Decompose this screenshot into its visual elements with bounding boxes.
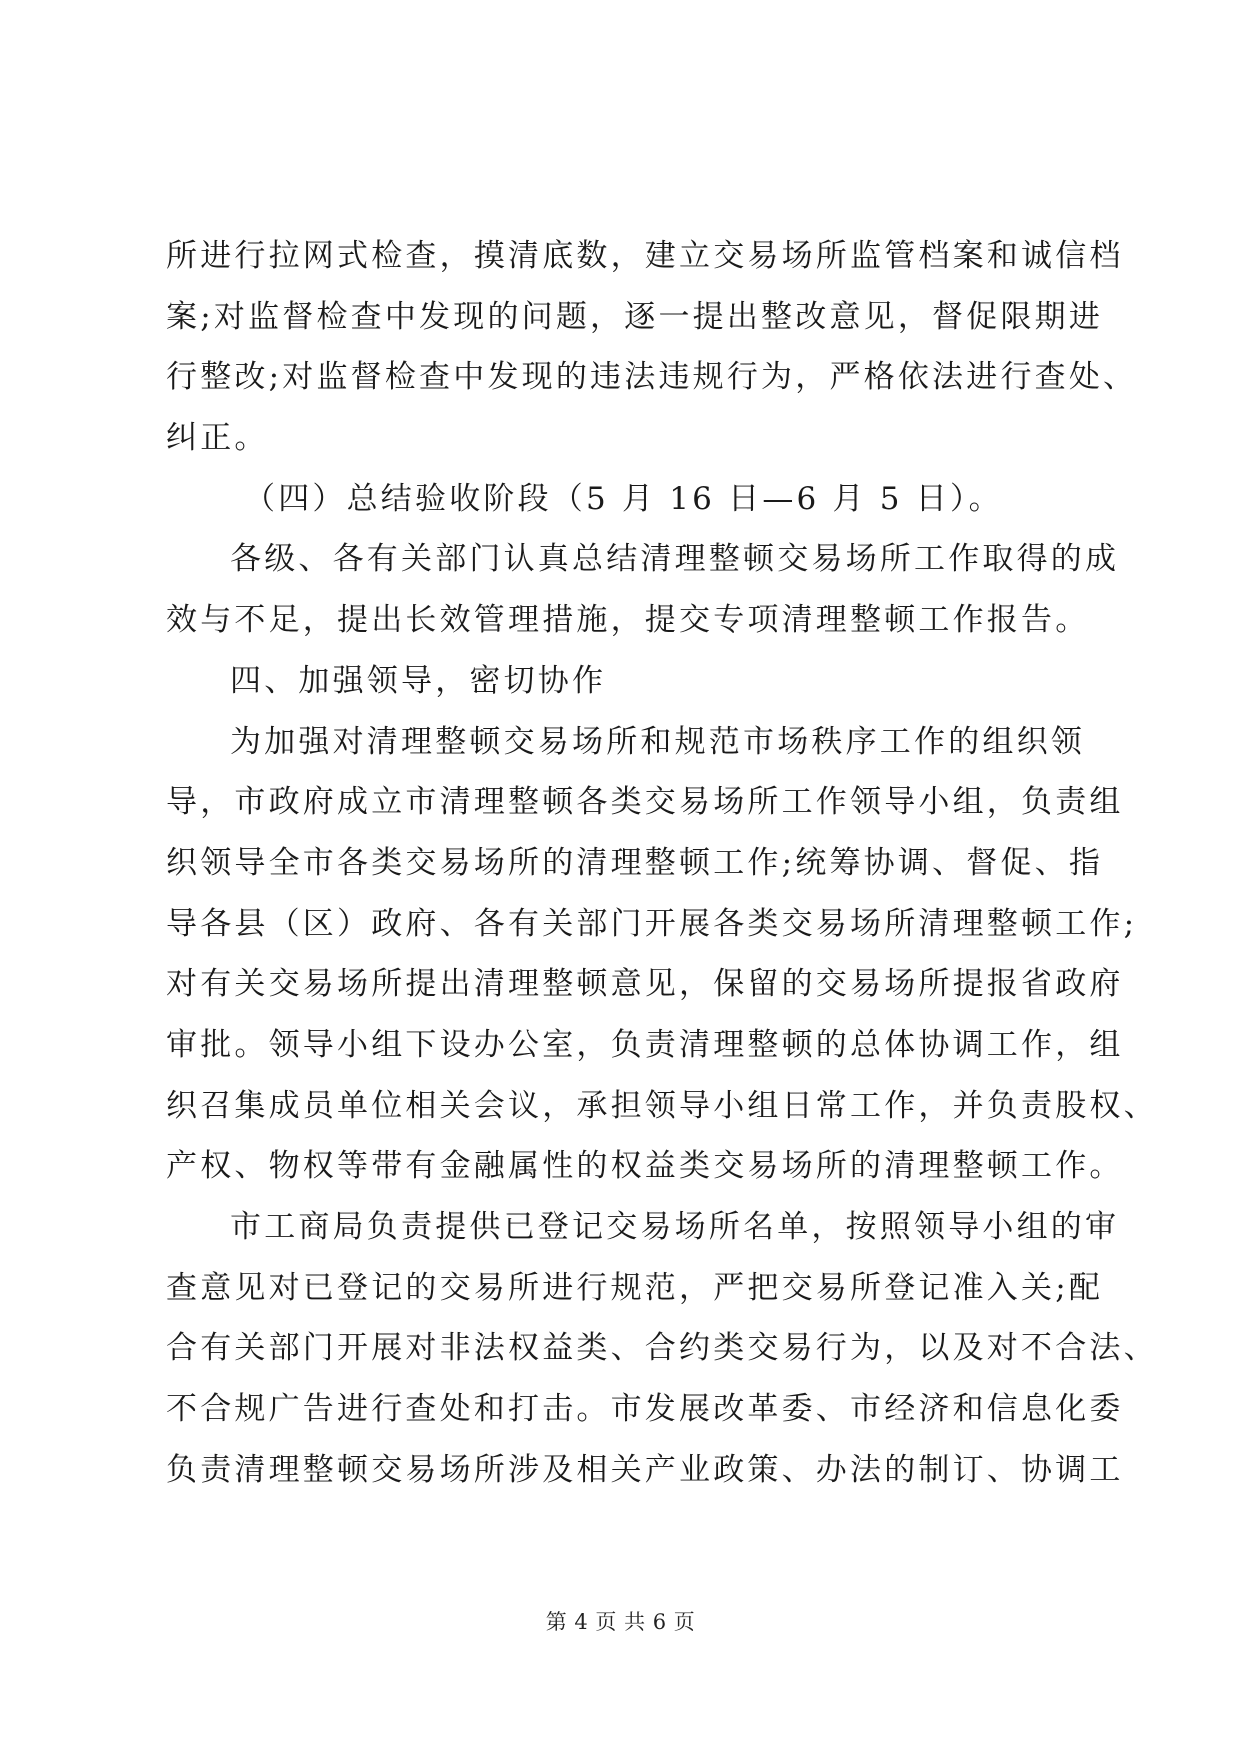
text-line: 纠正。 [166, 420, 269, 457]
page-number-footer: 第 4 页 共 6 页 [545, 1610, 696, 1634]
text-line: 效与不足，提出长效管理措施，提交专项清理整顿工作报告。 [166, 602, 1090, 639]
text-line: 合有关部门开展对非法权益类、合约类交易行为，以及对不合法、 [166, 1330, 1158, 1367]
text-line: 查意见对已登记的交易所进行规范，严把交易所登记准入关;配 [166, 1269, 1104, 1306]
text-line: 所进行拉网式检查，摸清底数，建立交易场所监管档案和诚信档 [166, 238, 1124, 274]
text-line: 导，市政府成立市清理整顿各类交易场所工作领导小组，负责组 [166, 784, 1124, 821]
text-line: 产权、物权等带有金融属性的权益类交易场所的清理整顿工作。 [166, 1148, 1124, 1185]
text-line: 审批。领导小组下设办公室，负责清理整顿的总体协调工作，组 [166, 1026, 1124, 1063]
section-heading: 四、加强领导，密切协作 [230, 662, 607, 699]
text-line: 案;对监督检查中发现的问题，逐一提出整改意见，督促限期进 [166, 298, 1104, 335]
text-line: 织领导全市各类交易场所的清理整顿工作;统筹协调、督促、指 [166, 844, 1104, 881]
text-line: 负责清理整顿交易场所涉及相关产业政策、办法的制订、协调工 [166, 1451, 1124, 1488]
text-line: 行整改;对监督检查中发现的违法违规行为，严格依法进行查处、 [166, 359, 1138, 396]
text-line: 不合规广告进行查处和打击。市发展改革委、市经济和信息化委 [166, 1391, 1124, 1428]
paragraph-start: 为加强对清理整顿交易场所和规范市场秩序工作的组织领 [230, 723, 1085, 760]
text-line: 织召集成员单位相关会议，承担领导小组日常工作，并负责股权、 [166, 1087, 1158, 1124]
paragraph-start: 市工商局负责提供已登记交易场所名单，按照领导小组的审 [230, 1209, 1120, 1245]
section-heading: （四）总结验收阶段（5 月 16 日—6 月 5 日）。 [244, 480, 1003, 517]
paragraph-start: 各级、各有关部门认真总结清理整顿交易场所工作取得的成 [230, 541, 1120, 578]
text-line: 对有关交易场所提出清理整顿意见，保留的交易场所提报省政府 [166, 966, 1124, 1003]
body-text [166, 226, 1158, 1500]
text-line: 导各县（区）政府、各有关部门开展各类交易场所清理整顿工作; [166, 905, 1138, 942]
